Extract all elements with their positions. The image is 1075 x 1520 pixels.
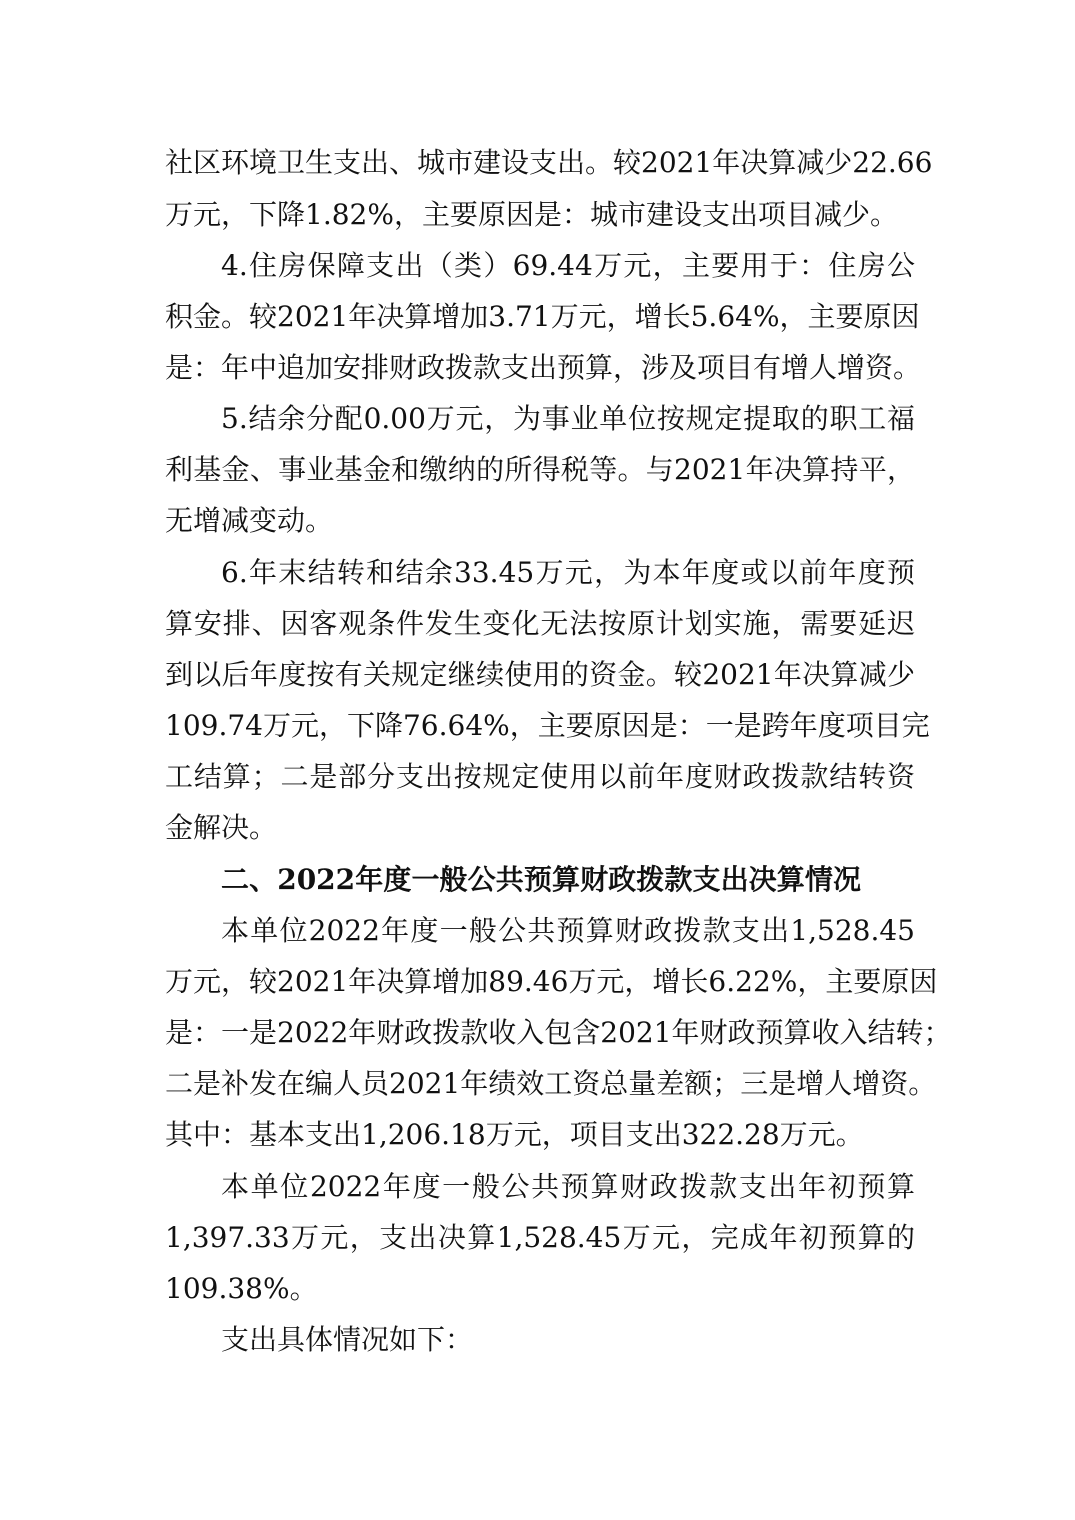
paragraph-line: 社区环境卫生支出、城市建设支出。较2021年决算减少22.66 — [165, 146, 933, 179]
paragraph-line: 1,397.33万元，支出决算1,528.45万元，完成年初预算的 — [165, 1221, 915, 1254]
paragraph-line: 无增减变动。 — [165, 504, 334, 537]
paragraph-line: 109.74万元，下降76.64%，主要原因是：一是跨年度项目完 — [165, 709, 930, 742]
paragraph-line: 支出具体情况如下： — [221, 1323, 474, 1356]
paragraph-line: 万元，较2021年决算增加89.46万元，增长6.22%，主要原因 — [165, 965, 938, 998]
section-heading: 二、2022年度一般公共预算财政拨款支出决算情况 — [221, 863, 861, 896]
paragraph-line: 4.住房保障支出（类）69.44万元，主要用于：住房公 — [221, 249, 915, 282]
paragraph-line: 是：年中追加安排财政拨款支出预算，涉及项目有增人增资。 — [165, 351, 922, 384]
paragraph-line: 万元，下降1.82%，主要原因是：城市建设支出项目减少。 — [165, 198, 898, 231]
paragraph-line: 二是补发在编人员2021年绩效工资总量差额；三是增人增资。 — [165, 1067, 937, 1100]
paragraph-line: 利基金、事业基金和缴纳的所得税等。与2021年决算持平， — [165, 453, 915, 486]
paragraph-line: 积金。较2021年决算增加3.71万元，增长5.64%，主要原因 — [165, 300, 920, 333]
paragraph-line: 金解决。 — [165, 811, 278, 844]
paragraph-line: 6.年末结转和结余33.45万元，为本年度或以前年度预 — [221, 556, 915, 589]
paragraph-line: 5.结余分配0.00万元，为事业单位按规定提取的职工福 — [221, 402, 915, 435]
paragraph-line: 是：一是2022年财政拨款收入包含2021年财政预算收入结转； — [165, 1016, 952, 1049]
paragraph-line: 109.38%。 — [165, 1272, 318, 1305]
paragraph-line: 算安排、因客观条件发生变化无法按原计划实施，需要延迟 — [165, 607, 915, 640]
paragraph-line: 工结算；二是部分支出按规定使用以前年度财政拨款结转资 — [165, 760, 915, 793]
paragraph-line: 到以后年度按有关规定继续使用的资金。较2021年决算减少 — [165, 658, 915, 691]
paragraph-line: 本单位2022年度一般公共预算财政拨款支出1,528.45 — [221, 914, 915, 947]
paragraph-line: 其中：基本支出1,206.18万元，项目支出322.28万元。 — [165, 1118, 864, 1151]
paragraph-line: 本单位2022年度一般公共预算财政拨款支出年初预算 — [221, 1170, 915, 1203]
